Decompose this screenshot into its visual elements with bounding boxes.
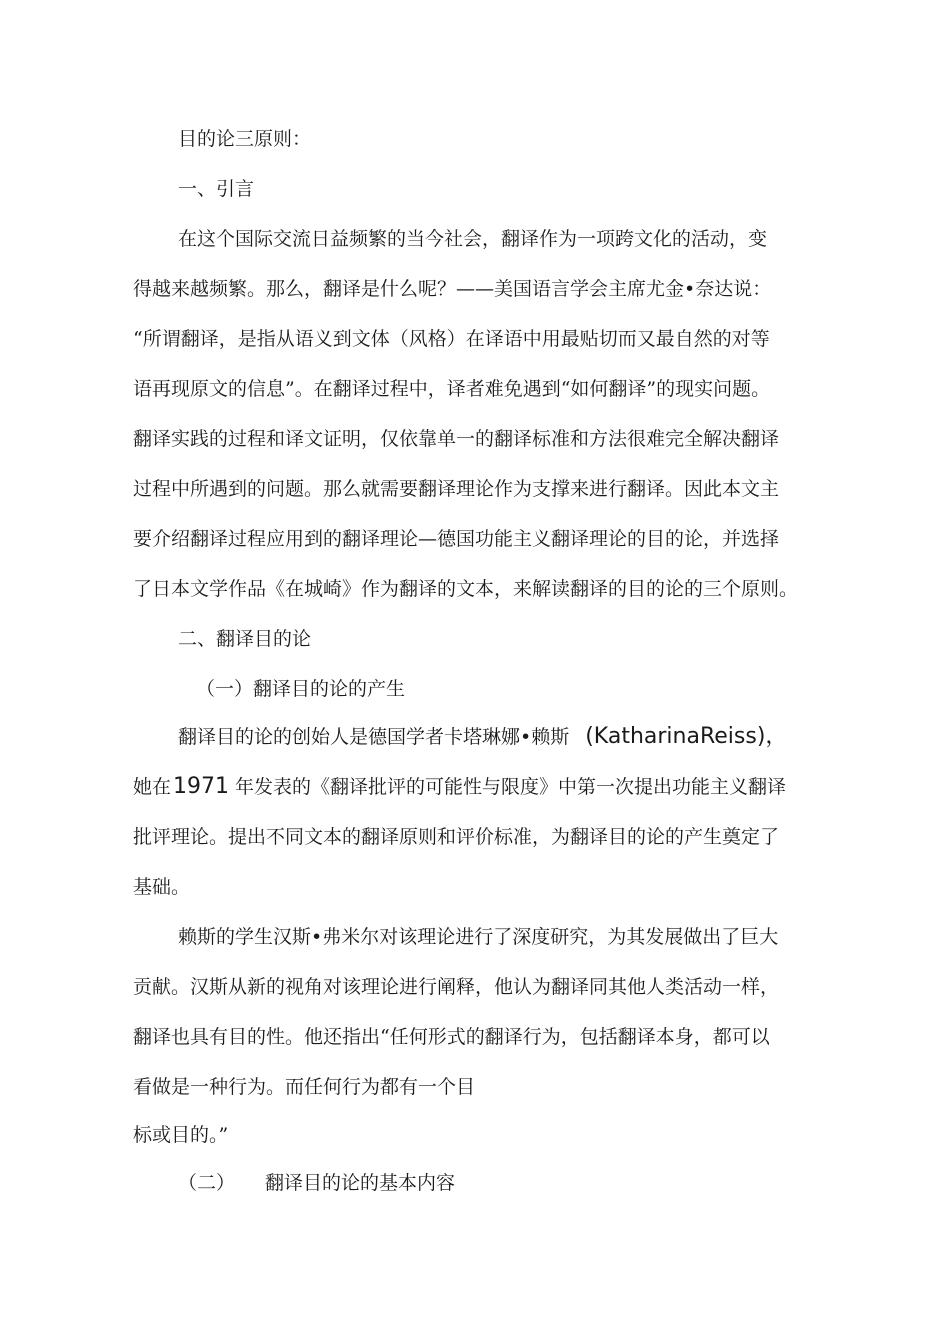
paragraph-line xyxy=(133,774,786,800)
paragraph-line: 标或目的。” xyxy=(133,1124,229,1146)
paragraph-line: 语再现原文的信息”。在翻译过程中，译者难免遇到“如何翻译”的现实问题。 xyxy=(133,378,771,400)
paragraph-line: 得越来越频繁。那么，翻译是什么呢？——美国语言学会主席尤金•奈达说： xyxy=(133,278,772,300)
paragraph-text: 她在 xyxy=(133,776,172,798)
year-number: 1971 xyxy=(173,774,230,799)
paragraph-line xyxy=(178,724,787,750)
paragraph-line: 赖斯的学生汉斯•弗米尔对该理论进行了深度研究，为其发展做出了巨大 xyxy=(178,926,779,948)
latin-name: (KatharinaReiss)， xyxy=(585,724,788,749)
paragraph-line: 在这个国际交流日益频繁的当今社会，翻译作为一项跨文化的活动，变 xyxy=(178,228,768,250)
section-heading-skopos-theory: 二、翻译目的论 xyxy=(178,628,312,650)
paragraph-line: 要介绍翻译过程应用到的翻译理论—德国功能主义翻译理论的目的论，并选择 xyxy=(133,528,780,550)
paragraph-text: 翻译目的论的创始人是德国学者卡塔琳娜•赖斯 xyxy=(178,726,570,748)
paragraph-line: 看做是一种行为。而任何行为都有一个目 xyxy=(133,1076,476,1098)
subsection-heading-basic-content xyxy=(178,1170,455,1196)
paragraph-line: 翻译也具有目的性。他还指出“任何形式的翻译行为，包括翻译本身，都可以 xyxy=(133,1026,770,1048)
paragraph-line: “所谓翻译，是指从语义到文体（风格）在译语中用最贴切而又最自然的对等 xyxy=(133,328,770,350)
paragraph-line: 翻译实践的过程和译文证明，仅依靠单一的翻译标准和方法很难完全解决翻译 xyxy=(133,428,780,450)
subsection-title: 翻译目的论的基本内容 xyxy=(265,1172,456,1194)
document-title: 目的论三原则： xyxy=(178,128,312,150)
paragraph-line: 批评理论。提出不同文本的翻译原则和评价标准，为翻译目的论的产生奠定了 xyxy=(133,826,780,848)
subsection-heading-origin: （一）翻译目的论的产生 xyxy=(196,678,406,700)
section-heading-introduction: 一、引言 xyxy=(178,178,255,200)
paragraph-line: 基础。 xyxy=(133,876,191,898)
paragraph-text: 年发表的《翻译批评的可能性与限度》中第一次提出功能主义翻译 xyxy=(235,776,787,798)
paragraph-line: 了日本文学作品《在城崎》作为翻译的文本，来解读翻译的目的论的三个原则。 xyxy=(133,578,799,600)
paragraph-line: 过程中所遇到的问题。那么就需要翻译理论作为支撑来进行翻译。因此本文主 xyxy=(133,478,780,500)
subsection-label: （二） xyxy=(178,1172,236,1194)
paragraph-line: 贡献。汉斯从新的视角对该理论进行阐释，他认为翻译同其他人类活动一样， xyxy=(133,976,780,998)
